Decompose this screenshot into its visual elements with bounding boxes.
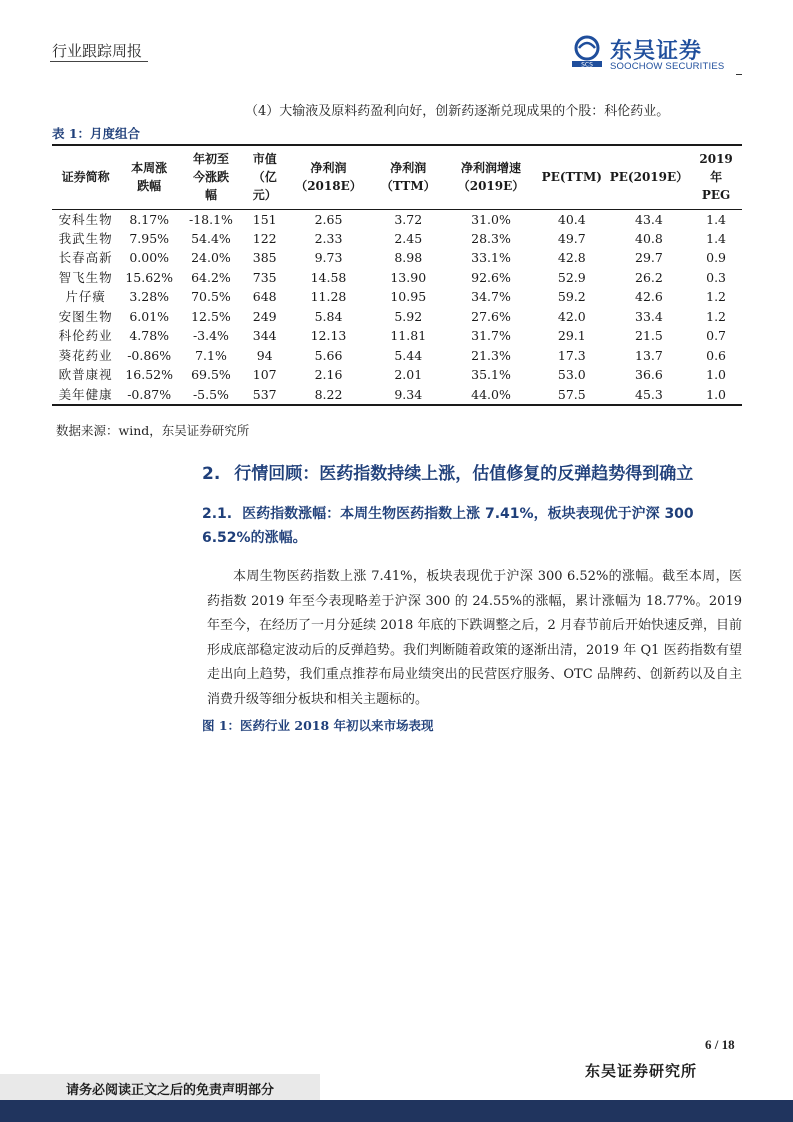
- table-cell: 0.6: [706, 347, 727, 363]
- table-cell: 0.7: [706, 328, 727, 344]
- table-cell: 6.01%: [129, 308, 170, 324]
- table-caption: 表 1：月度组合: [52, 126, 141, 141]
- table-cell: 21.3%: [471, 347, 511, 363]
- table-cell: 29.7: [635, 250, 663, 266]
- table-cell: 92.6%: [471, 269, 511, 285]
- section-heading: [202, 459, 693, 484]
- column-header-line: 净利润: [310, 161, 347, 176]
- table-cell: 45.3: [635, 386, 663, 402]
- table-row: [52, 287, 742, 307]
- table-cell: 27.6%: [471, 308, 511, 324]
- column-header-line: 净利润增速: [460, 161, 521, 176]
- table-cell: 29.1: [557, 328, 586, 344]
- table-cell: 31.7%: [471, 328, 511, 344]
- table-cell: 1.4: [706, 230, 727, 246]
- table-cell: 0.00%: [129, 250, 170, 266]
- table-cell: 0.9: [706, 250, 727, 266]
- table-cell: 1.0: [706, 386, 727, 402]
- stock-name-cell: 美年健康: [58, 386, 113, 402]
- report-type-title: 行业跟踪周报: [52, 42, 143, 60]
- table-cell: 2.65: [314, 211, 343, 227]
- table-cell: 15.62%: [125, 269, 174, 285]
- stock-name-cell: 欧普康视: [58, 367, 113, 383]
- table-cell: 42.0: [557, 308, 586, 324]
- stock-name-cell: 我武生物: [58, 230, 113, 246]
- table-cell: 52.9: [557, 269, 586, 285]
- table-cell: 42.8: [557, 250, 586, 266]
- column-header-line: 年初至: [192, 152, 229, 167]
- table-cell: 122: [252, 230, 277, 246]
- column-header-line: （2018E）: [295, 179, 362, 194]
- table-row: [52, 346, 742, 366]
- table-cell: 94: [256, 347, 273, 363]
- column-header-line: 2019: [699, 152, 733, 167]
- table-cell: 49.7: [557, 230, 586, 246]
- table-cell: 2.45: [394, 230, 423, 246]
- table-cell: 537: [252, 386, 277, 402]
- table-cell: 735: [252, 269, 277, 285]
- logo-mark-text: SCS: [581, 61, 593, 68]
- subsection-heading: [202, 502, 742, 550]
- table-cell: 107: [252, 367, 277, 383]
- table-cell: 5.92: [394, 308, 423, 324]
- table-cell: 9.73: [314, 250, 343, 266]
- table-cell: 42.6: [635, 289, 663, 305]
- column-header-line: （2019E）: [457, 179, 525, 194]
- stock-name-cell: 安图生物: [58, 308, 113, 324]
- table-cell: 385: [252, 250, 277, 266]
- column-header-line: 市值: [252, 152, 277, 167]
- table-cell: 59.2: [557, 289, 586, 305]
- column-header: [446, 145, 536, 209]
- table-cell: 3.72: [394, 211, 423, 227]
- table-cell: 43.4: [635, 211, 663, 227]
- column-header-line: （TTM）: [380, 179, 436, 194]
- table-cell: 53.0: [557, 367, 586, 383]
- table-cell: 9.34: [394, 386, 423, 402]
- page-number: 6 / 18: [705, 1037, 735, 1052]
- table-cell: 151: [252, 211, 277, 227]
- table-cell: 7.95%: [129, 230, 170, 246]
- table-cell: 1.2: [706, 308, 727, 324]
- column-header: [52, 145, 119, 209]
- table-cell: 8.22: [314, 386, 343, 402]
- column-header-line: 年: [710, 170, 723, 185]
- logo-chinese-name: 东吴证券: [610, 39, 703, 64]
- table-cell: 249: [252, 308, 277, 324]
- column-header-line: 本周涨: [131, 161, 168, 176]
- scs-logo-icon: [570, 34, 604, 68]
- column-header-line: 净利润: [390, 161, 427, 176]
- column-header-line: PEG: [701, 188, 731, 203]
- table-cell: 5.84: [314, 308, 343, 324]
- stock-name-cell: 片仔癀: [65, 289, 106, 305]
- table-source: 数据来源：wind，东吴证券研究所: [56, 423, 250, 438]
- table-cell: 648: [252, 289, 277, 305]
- table-cell: 57.5: [557, 386, 586, 402]
- table-cell: 69.5%: [191, 367, 231, 383]
- column-header-line: （亿: [252, 170, 277, 185]
- table-cell: 8.98: [394, 250, 423, 266]
- table-cell: 344: [252, 328, 277, 344]
- footer-organization: 东吴证券研究所: [585, 1062, 698, 1080]
- disclaimer-band: [0, 1074, 320, 1100]
- table-cell: -0.86%: [127, 347, 172, 363]
- disclaimer-text: 请务必阅读正文之后的免责声明部分: [66, 1083, 275, 1098]
- table-cell: 12.5%: [191, 308, 231, 324]
- figure-caption: 图 1：医药行业 2018 年初以来市场表现: [202, 718, 434, 733]
- table-cell: 1.4: [706, 211, 727, 227]
- column-header-line: 跌幅: [137, 179, 162, 194]
- table-cell: 2.01: [394, 367, 423, 383]
- table-row: [52, 229, 742, 249]
- table-cell: 34.7%: [471, 289, 511, 305]
- table-cell: 31.0%: [471, 211, 511, 227]
- stock-name-cell: 葵花药业: [58, 347, 113, 363]
- table-cell: 40.8: [635, 230, 663, 246]
- column-header-line: 证券简称: [61, 170, 110, 185]
- table-cell: 12.13: [310, 328, 347, 344]
- table-row: [52, 326, 742, 346]
- column-header-line: PE(TTM): [541, 170, 602, 185]
- table-row: [52, 248, 742, 268]
- table-cell: 0.3: [706, 269, 727, 285]
- column-header-line: 今涨跌: [192, 170, 229, 185]
- table-row: [52, 385, 742, 405]
- table-cell: 17.3: [557, 347, 586, 363]
- table-cell: -3.4%: [192, 328, 229, 344]
- table-cell: 3.28%: [129, 289, 170, 305]
- column-header: [690, 145, 742, 209]
- column-header: [243, 145, 287, 209]
- column-header: [287, 145, 371, 209]
- table-cell: 7.1%: [195, 347, 227, 363]
- subsection-title: 医药指数涨幅：本周生物医药指数上涨 7.41%，板块表现优于沪深 300 6.52%的涨幅。: [202, 506, 694, 546]
- table-cell: 2.16: [314, 367, 343, 383]
- table-cell: 21.5: [635, 328, 663, 344]
- table-cell: -0.87%: [127, 386, 172, 402]
- monthly-portfolio-table: [52, 144, 742, 406]
- table-cell: 36.6: [635, 367, 663, 383]
- table-cell: 14.58: [310, 269, 347, 285]
- intro-line: （4）大输液及原料药盈利向好，创新药逐渐兑现成果的个股：科伦药业。: [245, 104, 670, 119]
- section-number: 2.: [202, 464, 221, 484]
- stock-name-cell: 长春高新: [58, 250, 113, 266]
- table-cell: 2.33: [314, 230, 343, 246]
- table-cell: 35.1%: [471, 367, 511, 383]
- table-cell: 28.3%: [471, 230, 511, 246]
- table-cell: 11.81: [390, 328, 427, 344]
- table-row: [52, 365, 742, 385]
- table-body: [52, 209, 742, 405]
- table-cell: 10.95: [390, 289, 427, 305]
- table-row: [52, 209, 742, 229]
- table-cell: 16.52%: [125, 367, 174, 383]
- subsection-number: 2.1.: [202, 506, 233, 522]
- table-cell: 1.2: [706, 289, 727, 305]
- column-header: [119, 145, 179, 209]
- table-cell: 33.4: [635, 308, 663, 324]
- stock-name-cell: 科伦药业: [58, 328, 113, 344]
- stock-name-cell: 智飞生物: [58, 269, 113, 285]
- footer-bar: [0, 1100, 793, 1122]
- table-cell: 54.4%: [191, 230, 231, 246]
- table-cell: 24.0%: [191, 250, 231, 266]
- stock-name-cell: 安科生物: [58, 211, 113, 227]
- table-cell: 40.4: [557, 211, 586, 227]
- table-cell: 13.7: [635, 347, 663, 363]
- table-cell: 8.17%: [129, 211, 170, 227]
- table-cell: -5.5%: [192, 386, 229, 402]
- column-header: [608, 145, 690, 209]
- table-cell: 26.2: [635, 269, 663, 285]
- section-title: 行情回顾：医药指数持续上涨，估值修复的反弹趋势得到确立: [234, 464, 694, 484]
- column-header-line: 幅: [204, 188, 217, 203]
- table-cell: 5.44: [394, 347, 423, 363]
- logo-english-name: SOOCHOW SECURITIES: [610, 61, 725, 72]
- table-cell: 5.66: [314, 347, 343, 363]
- column-header-line: PE(2019E）: [609, 170, 689, 185]
- table-cell: 1.0: [706, 367, 727, 383]
- column-header: [370, 145, 446, 209]
- table-cell: -18.1%: [188, 211, 233, 227]
- header-tick: [736, 74, 742, 75]
- table-cell: 13.90: [390, 269, 427, 285]
- header-underline: [50, 61, 148, 62]
- table-header-row: [52, 145, 742, 209]
- body-paragraph: 本周生物医药指数上涨 7.41%，板块表现优于沪深 300 6.52%的涨幅。截至本周，医药指数 2019 年至今表现略差于沪深 300 的 24.55%的涨幅，累计涨幅为 18.77%。2019 年至今，在经历了一月分延续 2018 年底的下跌调整之后，2 月春节前后开始快速反弹，目前形成底部稳定波动后的反弹趋势。我们判断随着政策的逐渐出清，2019 年 Q1 医药指数有望走出向上趋势，我们重点推荐布局业绩突出的民营医疗服务、OTC 品牌药、创新药以及自主消费升级等细分板块和相关主题标的。: [207, 569, 742, 707]
- table-cell: 70.5%: [191, 289, 231, 305]
- company-logo: [570, 34, 740, 74]
- table-cell: 44.0%: [471, 386, 511, 402]
- table-cell: 64.2%: [191, 269, 231, 285]
- table-cell: 33.1%: [471, 250, 511, 266]
- table-cell: 4.78%: [129, 328, 170, 344]
- table-cell: 11.28: [310, 289, 347, 305]
- column-header: [536, 145, 608, 209]
- table-row: [52, 268, 742, 288]
- column-header-line: 元）: [252, 188, 277, 203]
- column-header: [179, 145, 243, 209]
- table-row: [52, 307, 742, 327]
